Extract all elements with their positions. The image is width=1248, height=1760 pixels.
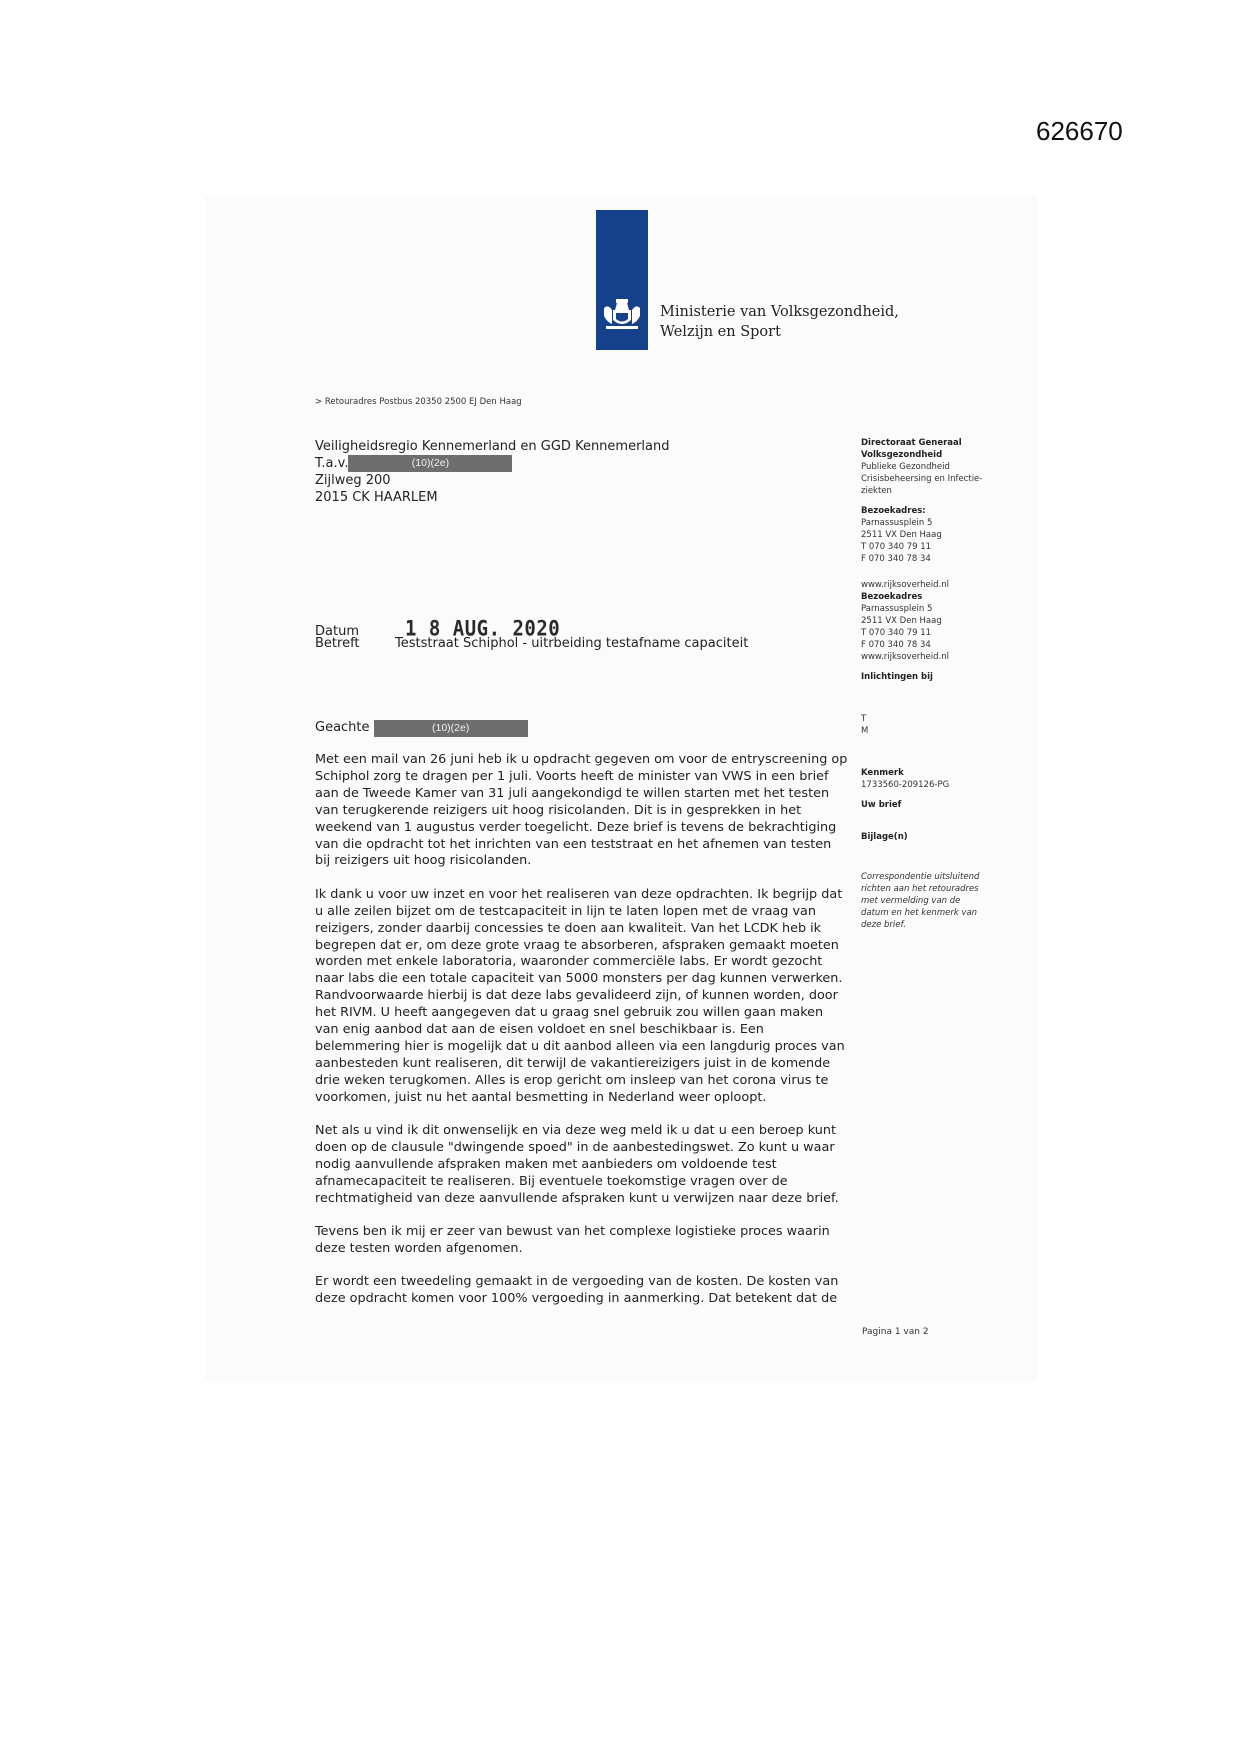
sidebar-dg: Volksgezondheid [861, 450, 943, 460]
sidebar-correspondence-note: deze brief. [861, 920, 907, 930]
sidebar-fax: F 070 340 78 34 [861, 554, 931, 564]
date-subject-block [315, 618, 748, 654]
sidebar-reference-label: Kenmerk [861, 768, 904, 778]
subject-label: Betreft [315, 636, 360, 651]
recipient-street: Zijlweg 200 [315, 473, 391, 488]
sidebar-address-line: 2511 VX Den Haag [861, 530, 942, 540]
document-number: 626670 [1036, 116, 1123, 146]
sidebar-dept: Publieke Gezondheid [861, 462, 950, 472]
sidebar-your-letter-label: Uw brief [861, 800, 902, 810]
sidebar-visit-label: Bezoekadres [861, 592, 923, 602]
page-number: Pagina 1 van 2 [862, 1327, 929, 1337]
sender-sidebar [861, 437, 1011, 931]
date-label: Datum [315, 624, 359, 639]
sidebar-reference-value: 1733560-209126-PG [861, 780, 950, 790]
sidebar-address-line: 2511 VX Den Haag [861, 616, 942, 626]
subject-value: Teststraat Schiphol - uitrbeiding testafname capaciteit [395, 636, 749, 651]
sidebar-website: www.rijksoverheid.nl [861, 580, 949, 590]
date-row [315, 616, 748, 642]
return-address: > Retouradres Postbus 20350 2500 EJ Den Haag [315, 397, 522, 407]
ministry-name [660, 302, 899, 342]
recipient-city: 2015 CK HAARLEM [315, 490, 438, 505]
sidebar-visit-label: Bezoekadres: [861, 506, 926, 516]
sidebar-dept: Crisisbeheersing en Infectie- [861, 474, 983, 484]
salutation [315, 720, 528, 737]
sidebar-m: M [861, 726, 869, 736]
sidebar-phone: T 070 340 79 11 [861, 542, 932, 552]
sidebar-attachments-label: Bijlage(n) [861, 832, 908, 842]
redaction-box: (10)(2e) [348, 455, 512, 472]
sidebar-website: www.rijksoverheid.nl [861, 652, 949, 662]
body-paragraph: Ik dank u voor uw inzet en voor het realiseren van deze opdrachten. Ik begrijp dat u alle zeilen bijzet om de testcapaciteit in lijn te laten lopen met de vraag van reizigers, zonder daarbij concessies te doen aan kwaliteit. Van het LCDK heb ik begrepen dat er, om deze grote vraag te absorberen, afspraken gemaakt moeten worden met enkele laboratoria, waaronder commerciële labs. Er wordt gezocht naar labs die een totale capaciteit van 5000 monsters per dag kunnen verwerken. Randvoorwaarde hierbij is dat deze labs gevalideerd zijn, of kunnen worden, door het RIVM. U heeft aangegeven dat u graag snel gebruik zou willen gaan maken van enig aanbod dat aan de eisen voldoet en snel beschikbaar is. Een belemmering hier is mogelijk dat u dit aanbod alleen via een langdurig proces van aanbesteden kunt realiseren, dit terwijl de vakantiereizigers juist in de komende drie weken terugkomen. Alles is erop gericht om insleep van het corona virus te voorkomen, juist nu het aantal besmetting in Nederland weer oploopt. [315, 886, 845, 1105]
sidebar-correspondence-note: datum en het kenmerk van [861, 908, 978, 918]
sidebar-correspondence-note: met vermelding van de [861, 896, 961, 906]
letter-body [315, 752, 849, 1308]
sidebar-correspondence-note: richten aan het retouradres [861, 884, 979, 894]
sidebar-correspondence-note: Correspondentie uitsluitend [861, 872, 980, 882]
body-paragraph: Er wordt een tweedeling gemaakt in de vergoeding van de kosten. De kosten van deze opdracht komen voor 100% vergoeding in aanmerking. Dat betekent dat de [315, 1274, 839, 1307]
crest-icon [598, 290, 646, 338]
sidebar-dg: Directoraat Generaal [861, 438, 962, 448]
redaction-box: (10)(2e) [374, 720, 528, 737]
body-paragraph: Tevens ben ik mij er zeer van bewust van het complexe logistieke proces waarin deze testen worden afgenomen. [315, 1224, 830, 1257]
sidebar-dept: ziekten [861, 486, 892, 496]
sidebar-address-line: Parnassusplein 5 [861, 518, 933, 528]
sidebar-info-label: Inlichtingen bij [861, 672, 933, 682]
sidebar-phone: T 070 340 79 11 [861, 628, 932, 638]
sidebar-t: T [861, 714, 867, 724]
recipient-org: Veiligheidsregio Kennemerland en GGD Kennemerland [315, 439, 670, 454]
ministry-line-2: Welzijn en Sport [660, 324, 781, 340]
recipient-address [315, 438, 670, 506]
date-stamp: 1 8 AUG. 2020 [405, 616, 561, 642]
sidebar-fax: F 070 340 78 34 [861, 640, 931, 650]
body-paragraph: Met een mail van 26 juni heb ik u opdracht gegeven om voor de entryscreening op Schiphol zorg te dragen per 1 juli. Voorts heeft de minister van VWS in een brief aan de Tweede Kamer van 31 juli aangekondigd te willen starten met het testen van terugkerende reizigers uit hoog risicolanden. Dit is in gesprekken in het weekend van 1 augustus verder toegelicht. Deze brief is tevens de bekrachtiging van die opdracht tot het inrichten van een teststraat en het afnemen van testen bij reizigers uit hoog risicolanden. [315, 752, 848, 869]
tav-label: T.a.v. [315, 456, 349, 471]
ministry-line-1: Ministerie van Volksgezondheid, [660, 304, 899, 320]
body-paragraph: Net als u vind ik dit onwenselijk en via deze weg meld ik u dat u een beroep kunt doen op de clausule "dwingende spoed" in de aanbestedingswet. Zo kunt u waar nodig aanvullende afspraken maken met aanbieders om voldoende test afnamecapaciteit te realiseren. Bij eventuele toekomstige vragen over de rechtmatigheid van deze aanvullende afspraken kunt u verwijzen naar deze brief. [315, 1123, 839, 1206]
recipient-tav [315, 455, 670, 472]
salutation-text: Geachte [315, 720, 370, 735]
sidebar-address-line: Parnassusplein 5 [861, 604, 933, 614]
